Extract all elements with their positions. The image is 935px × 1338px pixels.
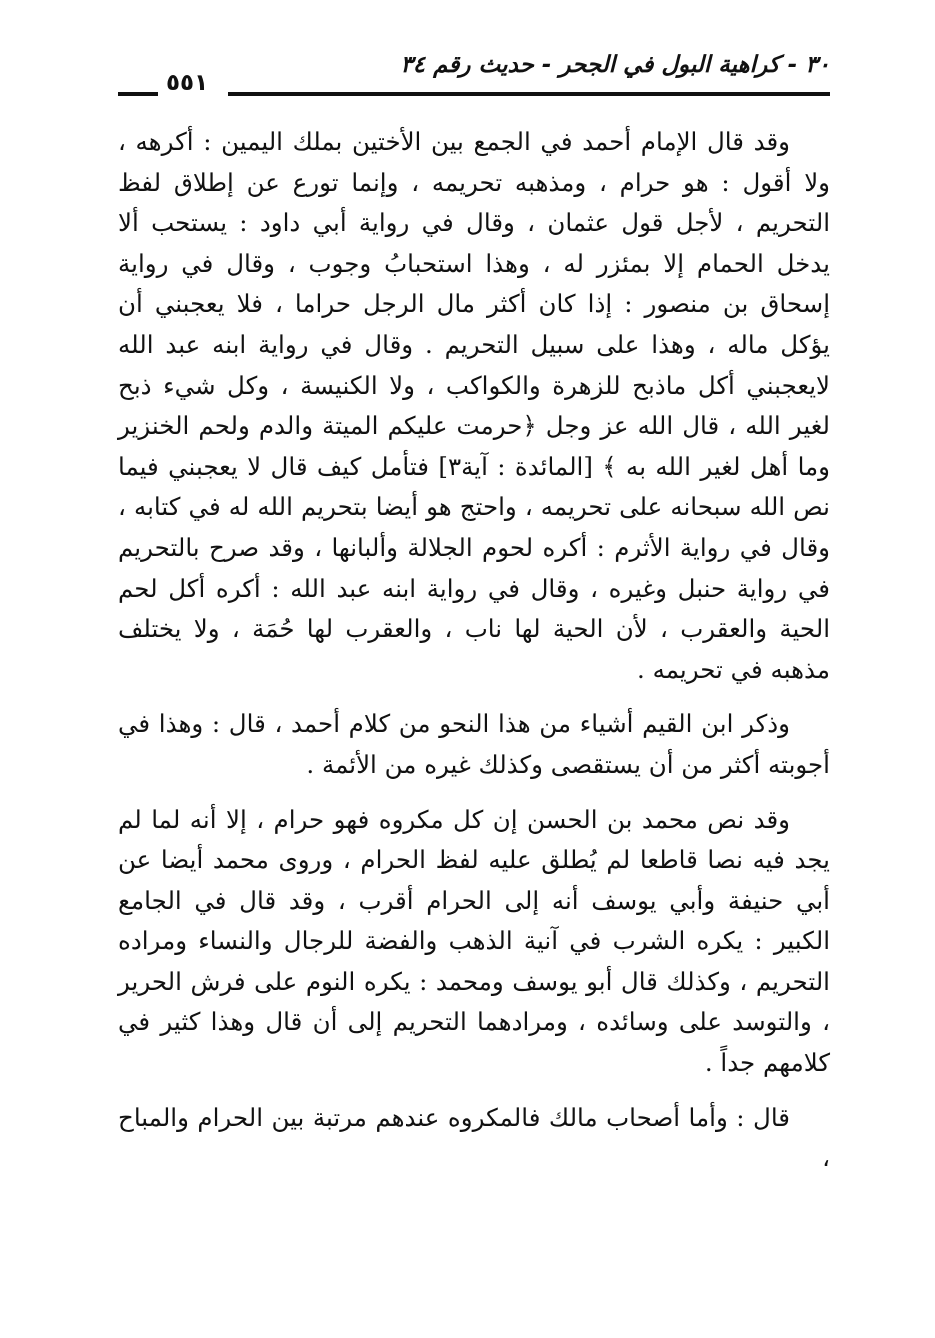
- paragraph-2: وذكر ابن القيم أشياء من هذا النحو من كلام أحمد ، قال : وهذا في أجوبته أكثر من أن يستقصى وكذلك غيره من الأئمة .: [118, 709, 830, 779]
- running-header: [118, 50, 830, 98]
- paragraph-1: وقد قال الإمام أحمد في الجمع بين الأختين بملك اليمين : أكرهه ، ولا أقول : هو حرام ، ومذهبه تحريمه ، وإنما تورع عن إطلاق لفظ التحريم ، لأجل قول عثمان ، وقال في رواية أبي داود : يستحب ألا يدخل الحمام إلا بمئزر له ، وهذا استحبابُ وجوب ، وقال في رواية إسحاق بن منصور : إذا كان أكثر مال الرجل حراما ، فلا يعجبني أن يؤكل ماله ، وهذا على سبيل التحريم . وقال في رواية ابنه عبد الله لايعجبني أكل ماذبح للزهرة والكواكب ، ولا الكنيسة ، وكل شيء ذبح لغير الله ، قال الله عز وجل ﴿حرمت عليكم الميتة والدم ولحم الخنزير وما أهل لغير الله به ﴾ [المائدة : آية٣] فتأمل كيف قال لا يعجبني فيما نص الله سبحانه على تحريمه ، واحتج هو أيضا بتحريم الله له في كتابه ، وقال في رواية الأثرم : أكره لحوم الجلالة وألبانها ، وقد صرح بالتحريم في رواية حنبل وغيره ، وقال في رواية ابنه عبد الله : أكره أكل لحم الحية والعقرب ، لأن الحية لها ناب ، والعقرب لها حُمَة ، ولا يختلف مذهبه في تحريمه .: [118, 127, 831, 684]
- paragraph-4: قال : وأما أصحاب مالك فالمكروه عندهم مرتبة بين الحرام والمباح ،: [118, 1102, 830, 1173]
- paragraph-3: وقد نص محمد بن الحسن إن كل مكروه فهو حرام ، إلا أنه لما لم يجد فيه نصا قاطعا لم يُطلق عليه لفظ الحرام ، وروى محمد أيضا عن أبي حنيفة وأبي يوسف أنه إلى الحرام أقرب ، وقد قال في الجامع الكبير : يكره الشرب في آنية الذهب والفضة للرجال والنساء ومراده التحريم ، وكذلك قال أبو يوسف ومحمد : يكره النوم على فرش الحرير ، والتوسد على وسائده ، ومرادهما التحريم إلى أن قال وهذا كثير في كلامهم جداً .: [118, 804, 830, 1078]
- header-rule: [228, 92, 830, 96]
- header-title: ٣٠ - كراهية البول في الجحر - حديث رقم ٣٤: [400, 52, 830, 78]
- page-number: ٥٥١: [166, 70, 209, 96]
- body-text: [118, 122, 830, 1179]
- header-rule-short: [118, 92, 158, 96]
